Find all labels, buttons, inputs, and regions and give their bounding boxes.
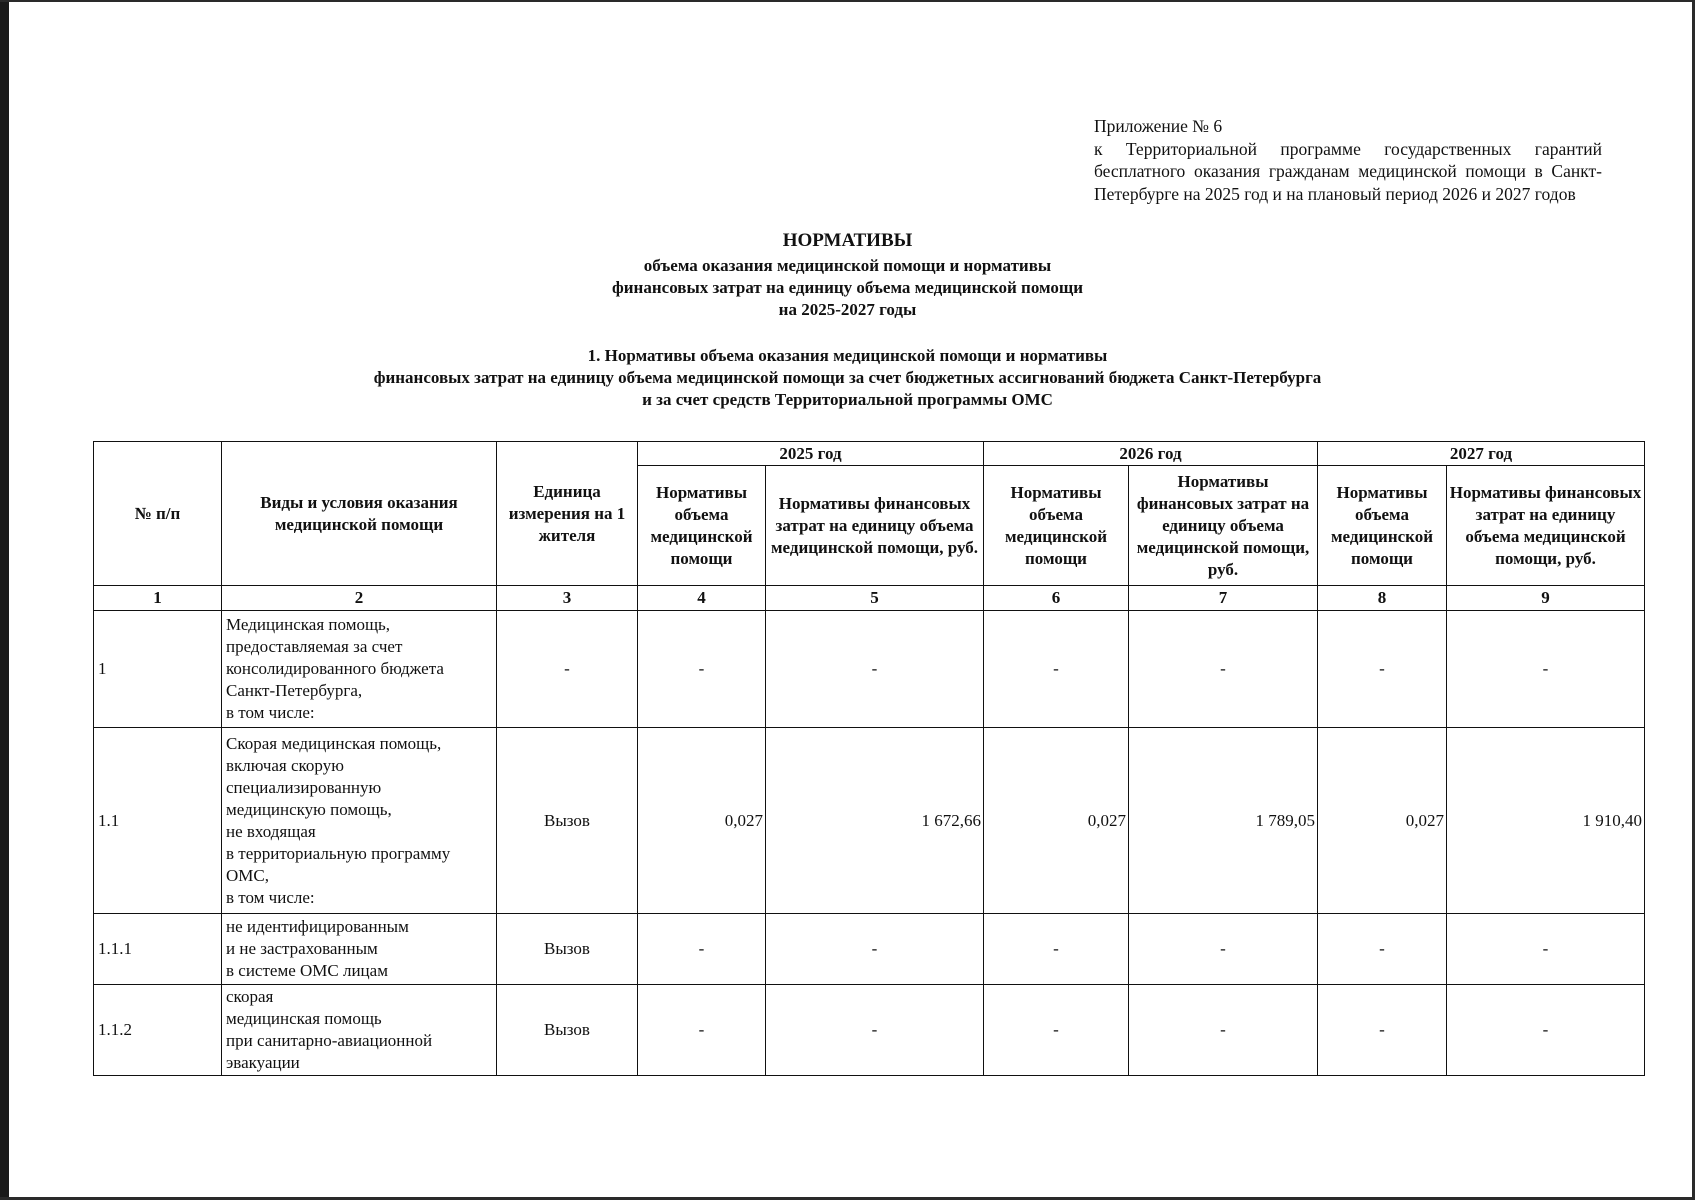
row-kind-line: в территориальную программу [226,843,451,863]
row-kind-line: специализированную [226,777,382,797]
norms-table [93,441,1645,1076]
document-subtitle [0,255,1695,321]
row-cost-2026: - [1129,985,1318,1076]
header-unit: Единица измерения на 1 жителя [497,442,638,586]
row-kind [222,914,497,985]
row-volume-2026: - [984,914,1129,985]
row-volume-2025: - [638,611,766,728]
appendix-text: к Территориальной программе государственных гарантий бесплатного оказания гражданам медицинской помощи в Санкт-Петербурге на 2025 год и на плановый период 2026 и 2027 годов [1094,138,1602,204]
row-cost-2025: - [766,611,984,728]
row-number: 1 [94,611,222,728]
row-kind-line: скорая [226,987,274,1006]
table-row [94,914,1645,985]
document-title [0,230,1695,252]
row-cost-2026: - [1129,611,1318,728]
column-index: 7 [1129,586,1318,611]
row-volume-2026: 0,027 [984,728,1129,914]
row-cost-2027: - [1447,914,1645,985]
row-kind-line: Медицинская помощь, [226,615,391,634]
row-kind-line: медицинскую помощь, [226,799,392,819]
row-volume-2025: - [638,985,766,1076]
row-kind-line: при санитарно-авиационной [226,1031,433,1050]
row-volume-2025: - [638,914,766,985]
row-cost-2025: - [766,914,984,985]
table-row [94,611,1645,728]
row-kind-line: в том числе: [226,887,315,907]
row-kind [222,985,497,1076]
header-year-2027: 2027 год [1318,442,1645,466]
row-kind-line: Санкт-Петербурга, [226,681,363,700]
row-unit: - [497,611,638,728]
column-index: 8 [1318,586,1447,611]
row-cost-2027: - [1447,985,1645,1076]
column-index: 9 [1447,586,1645,611]
subtitle-line-2: финансовых затрат на единицу объема медицинской помощи [612,278,1083,297]
row-kind [222,611,497,728]
row-kind-line: не идентифицированным [226,917,409,936]
title-main: НОРМАТИВЫ [782,230,913,251]
row-volume-2027: - [1318,914,1447,985]
row-number: 1.1.1 [94,914,222,985]
row-volume-2025: 0,027 [638,728,766,914]
row-cost-2026: - [1129,914,1318,985]
column-index: 1 [94,586,222,611]
row-cost-2025: - [766,985,984,1076]
row-kind-line: эвакуации [226,1053,300,1072]
row-unit: Вызов [497,914,638,985]
header-kind: Виды и условия оказания медицинской помощи [222,442,497,586]
row-kind-line: в том числе: [226,703,315,722]
row-kind-line: предоставляемая за счет [226,637,403,656]
scan-edge [0,0,9,1200]
row-volume-2026: - [984,985,1129,1076]
column-index: 4 [638,586,766,611]
header-row-years [94,442,1645,466]
row-kind-line: ОМС, [226,865,269,885]
scan-edge [0,0,1695,2]
appendix-title: Приложение № 6 [1094,116,1223,136]
row-kind-line: консолидированного бюджета [226,659,444,678]
row-kind-line: медицинская помощь [226,1009,382,1028]
header-cost-2025: Нормативы финансовых затрат на единицу объема медицинской помощи, руб. [766,466,984,586]
column-index: 3 [497,586,638,611]
section-heading [0,345,1695,411]
row-kind-line: и не застрахованным [226,939,378,958]
column-index: 5 [766,586,984,611]
header-volume-2026: Нормативы объема медицинской помощи [984,466,1129,586]
row-kind [222,728,497,914]
row-volume-2027: - [1318,611,1447,728]
row-unit: Вызов [497,728,638,914]
row-kind-line: не входящая [226,821,316,841]
column-index: 6 [984,586,1129,611]
row-kind-line: включая скорую [226,755,344,775]
table-row [94,985,1645,1076]
row-cost-2025: 1 672,66 [766,728,984,914]
row-kind-line: Скорая медицинская помощь, [226,733,442,753]
row-cost-2027: 1 910,40 [1447,728,1645,914]
header-cost-2026: Нормативы финансовых затрат на единицу объема медицинской помощи, руб. [1129,466,1318,586]
row-cost-2026: 1 789,05 [1129,728,1318,914]
column-index: 2 [222,586,497,611]
row-cost-2027: - [1447,611,1645,728]
header-year-2026: 2026 год [984,442,1318,466]
section-line-2: финансовых затрат на единицу объема медицинской помощи за счет бюджетных ассигнований бюджета Санкт-Петербурга [373,368,1322,387]
row-kind-line: в системе ОМС лицам [226,961,388,980]
header-volume-2027: Нормативы объема медицинской помощи [1318,466,1447,586]
row-volume-2027: 0,027 [1318,728,1447,914]
column-index-row [94,586,1645,611]
row-volume-2026: - [984,611,1129,728]
table-row [94,728,1645,914]
subtitle-line-1: объема оказания медицинской помощи и нормативы [643,256,1052,275]
row-number: 1.1.2 [94,985,222,1076]
header-cost-2027: Нормативы финансовых затрат на единицу объема медицинской помощи, руб. [1447,466,1645,586]
header-year-2025: 2025 год [638,442,984,466]
section-line-1: 1. Нормативы объема оказания медицинской помощи и нормативы [587,346,1108,365]
row-volume-2027: - [1318,985,1447,1076]
subtitle-line-3: на 2025-2027 годы [778,300,917,319]
header-num: № п/п [94,442,222,586]
header-volume-2025: Нормативы объема медицинской помощи [638,466,766,586]
appendix-block [1094,115,1602,205]
row-number: 1.1 [94,728,222,914]
section-line-3: и за счет средств Территориальной программы ОМС [642,390,1053,409]
row-unit: Вызов [497,985,638,1076]
